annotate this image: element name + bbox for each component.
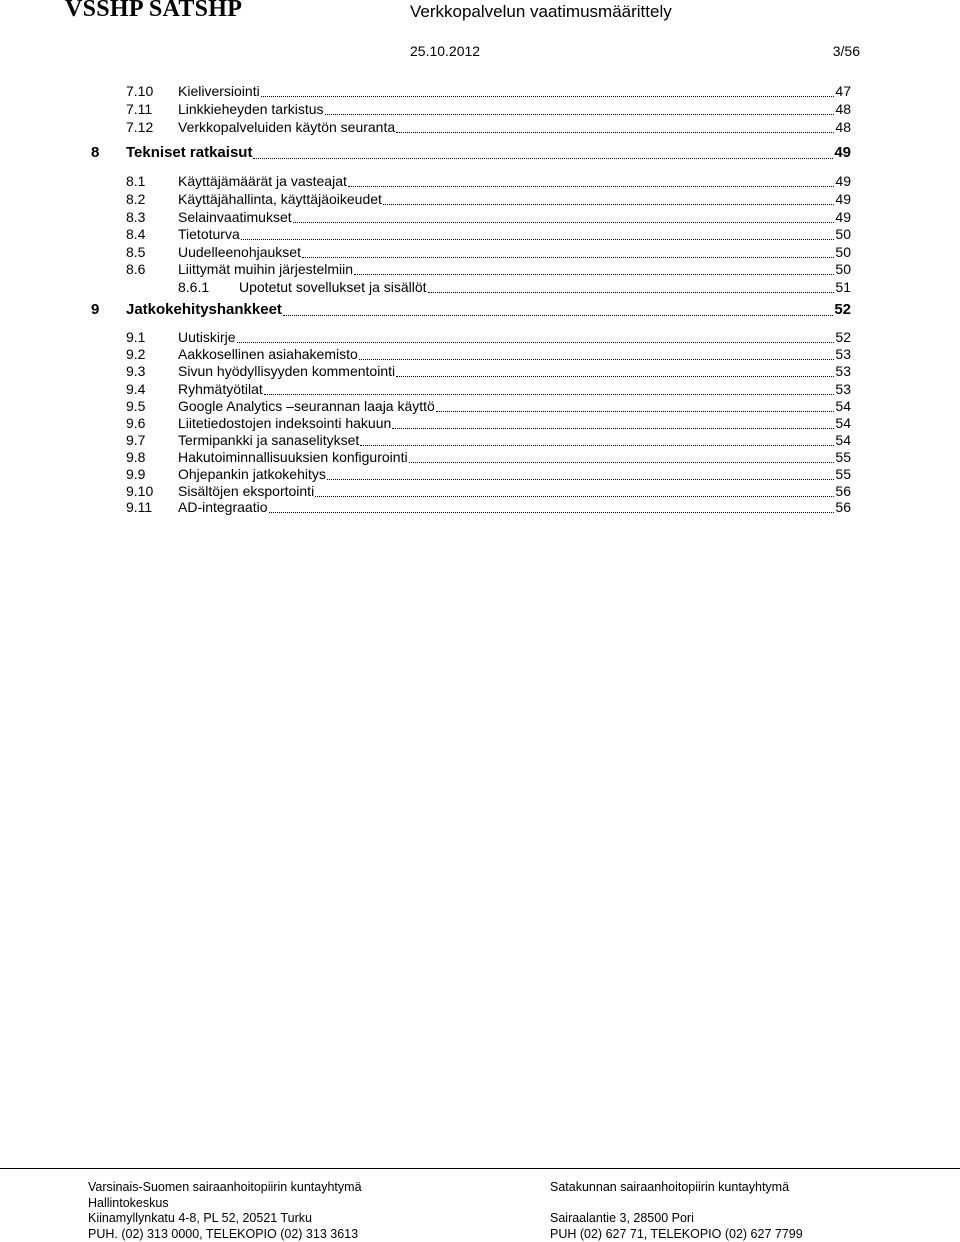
toc-entry-title: Uudelleenohjaukset — [178, 243, 301, 261]
document-title: Verkkopalvelun vaatimusmäärittely — [410, 2, 672, 22]
toc-entry-number: 9.11 — [126, 498, 178, 516]
toc-entry-number: 9.5 — [126, 397, 178, 415]
toc-entry-number: 9.9 — [126, 465, 178, 483]
toc-dot-leader — [269, 512, 835, 513]
toc-entry-title: Termipankki ja sanaselitykset — [178, 431, 359, 449]
toc-entry-number: 9.7 — [126, 431, 178, 449]
toc-entry[interactable] — [178, 278, 851, 296]
footer-left — [88, 1180, 362, 1242]
toc-entry[interactable] — [126, 118, 851, 136]
toc-entry[interactable] — [126, 414, 851, 432]
toc-entry[interactable] — [126, 498, 851, 516]
toc-entry-number: 7.10 — [126, 82, 178, 100]
toc-entry[interactable] — [126, 100, 851, 118]
toc-entry-page: 50 — [835, 260, 851, 278]
toc-entry-number: 9.8 — [126, 448, 178, 466]
toc-entry[interactable] — [126, 397, 851, 415]
toc-entry-number: 8.6.1 — [178, 278, 239, 296]
footer-left-line: Varsinais-Suomen sairaanhoitopiirin kuntayhtymä — [88, 1180, 362, 1196]
toc-dot-leader — [283, 315, 833, 316]
toc-entry[interactable] — [126, 172, 851, 190]
toc-entry-page: 48 — [835, 118, 851, 136]
toc-entry-page: 49 — [835, 190, 851, 208]
footer-right-line: PUH (02) 627 71, TELEKOPIO (02) 627 7799 — [550, 1227, 803, 1242]
toc-entry-number: 8.2 — [126, 190, 178, 208]
toc-entry[interactable] — [126, 243, 851, 261]
toc-entry-page: 56 — [835, 498, 851, 516]
toc-entry-page: 47 — [835, 82, 851, 100]
toc-entry-page: 51 — [835, 278, 851, 296]
toc-entry-title: Linkkieheyden tarkistus — [178, 100, 324, 118]
toc-dot-leader — [261, 96, 835, 97]
toc-entry[interactable] — [126, 328, 851, 346]
toc-entry-number: 9.2 — [126, 345, 178, 363]
toc-entry-page: 50 — [835, 225, 851, 243]
toc-dot-leader — [293, 222, 835, 223]
document-date: 25.10.2012 — [410, 43, 480, 59]
toc-entry-title: Ryhmätyötilat — [178, 380, 263, 398]
toc-entry-number: 8.1 — [126, 172, 178, 190]
toc-entry-page: 54 — [835, 414, 851, 432]
toc-entry-number: 9.6 — [126, 414, 178, 432]
toc-entry-title: Tekniset ratkaisut — [126, 144, 252, 162]
toc-entry-number: 8 — [91, 144, 126, 162]
toc-entry[interactable] — [126, 82, 851, 100]
toc-entry-page: 49 — [835, 208, 851, 226]
toc-entry-title: Upotetut sovellukset ja sisällöt — [239, 278, 427, 296]
footer-right-line: Sairaalantie 3, 28500 Pori — [550, 1211, 803, 1227]
page-number: 3/56 — [833, 43, 860, 59]
toc-entry-title: Liittymät muihin järjestelmiin — [178, 260, 353, 278]
toc-entry-title: Tietoturva — [178, 225, 240, 243]
footer-left-line: Hallintokeskus — [88, 1196, 362, 1212]
toc-entry-number: 9.10 — [126, 482, 178, 500]
toc-dot-leader — [348, 186, 835, 187]
toc-entry-number: 9.4 — [126, 380, 178, 398]
toc-entry-title: Liitetiedostojen indeksointi hakuun — [178, 414, 391, 432]
toc-dot-leader — [428, 292, 835, 293]
toc-entry-title: Ohjepankin jatkokehitys — [178, 465, 326, 483]
toc-entry-title: Aakkosellinen asiahakemisto — [178, 345, 358, 363]
toc-dot-leader — [396, 132, 834, 133]
toc-entry[interactable] — [126, 448, 851, 466]
toc-entry-title: Sivun hyödyllisyyden kommentointi — [178, 362, 395, 380]
toc-dot-leader — [436, 411, 835, 412]
toc-entry-title: Kieliversiointi — [178, 82, 260, 100]
toc-entry[interactable] — [126, 208, 851, 226]
toc-entry[interactable] — [126, 362, 851, 380]
toc-entry[interactable] — [91, 144, 851, 162]
toc-entry-title: Käyttäjämäärät ja vasteajat — [178, 172, 347, 190]
toc-entry-number: 9.1 — [126, 328, 178, 346]
toc-entry[interactable] — [126, 431, 851, 449]
toc-entry-page: 49 — [834, 144, 851, 162]
toc-dot-leader — [409, 462, 835, 463]
toc-entry-title: Käyttäjähallinta, käyttäjäoikeudet — [178, 190, 382, 208]
toc-entry-page: 48 — [835, 100, 851, 118]
toc-entry-title: Jatkokehityshankkeet — [126, 301, 282, 319]
footer-right-line: Satakunnan sairaanhoitopiirin kuntayhtymä — [550, 1180, 803, 1196]
footer-left-line: PUH. (02) 313 0000, TELEKOPIO (02) 313 3613 — [88, 1227, 362, 1242]
footer-divider — [0, 1168, 960, 1169]
toc-dot-leader — [396, 376, 834, 377]
toc-entry-title: Google Analytics –seurannan laaja käyttö — [178, 397, 435, 415]
toc-entry[interactable] — [126, 465, 851, 483]
toc-entry[interactable] — [91, 301, 851, 319]
footer-left-line: Kiinamyllynkatu 4-8, PL 52, 20521 Turku — [88, 1211, 362, 1227]
toc-entry-page: 49 — [835, 172, 851, 190]
toc-entry-title: Sisältöjen eksportointi — [178, 482, 314, 500]
toc-entry-page: 54 — [835, 397, 851, 415]
footer-right — [550, 1180, 803, 1242]
toc-dot-leader — [325, 114, 835, 115]
toc-entry-number: 9 — [91, 301, 126, 319]
toc-dot-leader — [354, 274, 834, 275]
toc-entry-page: 56 — [835, 482, 851, 500]
toc-entry-page: 55 — [835, 465, 851, 483]
toc-entry-page: 53 — [835, 380, 851, 398]
toc-dot-leader — [237, 342, 835, 343]
toc-entry-title: AD-integraatio — [178, 498, 268, 516]
toc-entry-page: 53 — [835, 362, 851, 380]
toc-entry[interactable] — [126, 345, 851, 363]
toc-entry[interactable] — [126, 260, 851, 278]
toc-dot-leader — [315, 496, 834, 497]
toc-dot-leader — [359, 359, 835, 360]
toc-dot-leader — [264, 394, 835, 395]
toc-entry-page: 54 — [835, 431, 851, 449]
toc-entry-number: 8.5 — [126, 243, 178, 261]
toc-dot-leader — [241, 239, 835, 240]
footer-right-line — [550, 1196, 803, 1212]
toc-entry[interactable] — [126, 190, 851, 208]
toc-dot-leader — [392, 428, 834, 429]
toc-dot-leader — [360, 445, 834, 446]
toc-dot-leader — [327, 479, 835, 480]
toc-entry-number: 7.11 — [126, 100, 178, 118]
toc-entry-number: 9.3 — [126, 362, 178, 380]
toc-dot-leader — [253, 158, 833, 159]
toc-entry-page: 53 — [835, 345, 851, 363]
toc-entry-page: 50 — [835, 243, 851, 261]
toc-dot-leader — [383, 204, 835, 205]
toc-entry-number: 8.3 — [126, 208, 178, 226]
organization-logo: VSSHP SATSHP — [65, 0, 242, 23]
toc-entry-title: Hakutoiminnallisuuksien konfigurointi — [178, 448, 408, 466]
toc-entry[interactable] — [126, 380, 851, 398]
toc-entry-number: 8.6 — [126, 260, 178, 278]
toc-entry-page: 52 — [834, 301, 851, 319]
toc-entry-page: 52 — [835, 328, 851, 346]
toc-entry[interactable] — [126, 225, 851, 243]
toc-entry-page: 55 — [835, 448, 851, 466]
toc-dot-leader — [302, 257, 834, 258]
toc-entry-title: Verkkopalveluiden käytön seuranta — [178, 118, 395, 136]
toc-entry-number: 7.12 — [126, 118, 178, 136]
toc-entry-title: Selainvaatimukset — [178, 208, 292, 226]
toc-entry-number: 8.4 — [126, 225, 178, 243]
toc-entry-title: Uutiskirje — [178, 328, 236, 346]
